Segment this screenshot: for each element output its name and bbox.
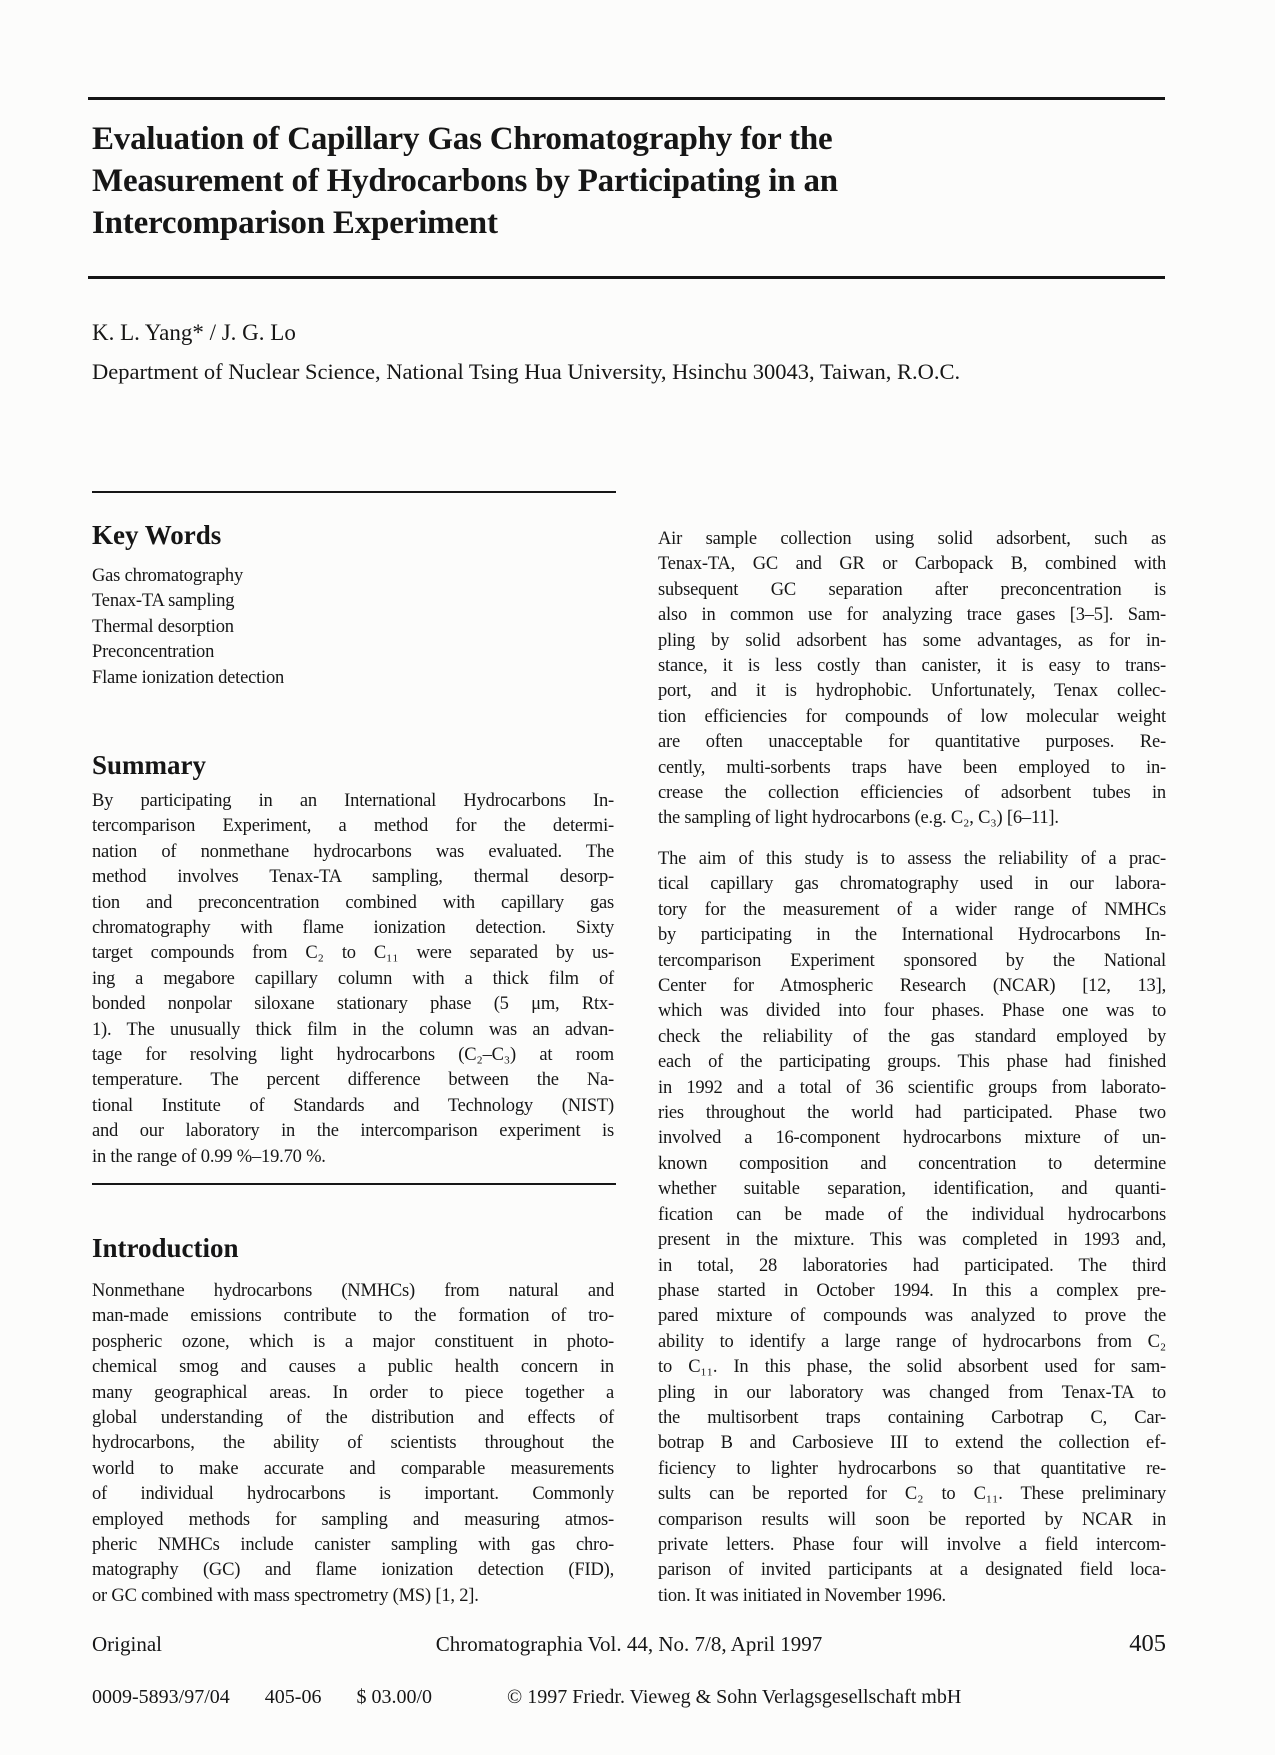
footer-price: $ 03.00/0 xyxy=(356,1686,433,1708)
keywords-list: Gas chromatography Tenax-TA sampling Thermal desorption Preconcentration Flame ionization detection xyxy=(92,566,285,688)
footer-copyright: © 1997 Friedr. Vieweg & Sohn Verlagsgesellschaft mbH xyxy=(507,1686,962,1708)
title-bottom-divider xyxy=(88,276,1165,279)
affiliation-line: Department of Nuclear Science, National Tsing Hua University, Hsinchu 30043, Taiwan, R.O.C. xyxy=(92,359,961,384)
summary-paragraph: By participating in an International Hydrocarbons In- tercomparison Experiment, a method for the determi- nation of nonmethane hydrocarbons was evaluated. The method involves Tenax-TA sampling, thermal desorp- tion and preconcentration combined with capillary gas chromatography with flame ionization detection. Sixty target compounds from C₂ to C₁₁ were separated by us- ing a megabore capillary column with a thick film of bonded nonpolar siloxane stationary phase (5 μm, Rtx- 1). The unusually thick film in the column was an advan- tage for resolving light hydrocarbons (C₂–C₃) at room temperature. The percent difference between the Na- tional Institute of Standards and Technology (NIST) and our laboratory in the intercomparison experiment is in the range of 0.99 %–19.70 %. xyxy=(92,791,614,1167)
footer-codes xyxy=(92,1686,462,1709)
keywords-top-divider xyxy=(92,491,616,493)
footer-row-1 xyxy=(92,1630,1166,1658)
footer-journal-line: Chromatographia Vol. 44, No. 7/8, April 1997 xyxy=(435,1632,823,1656)
right-column-paragraph-1: Air sample collection using solid adsorbent, such as Tenax-TA, GC and GR or Carbopack B, combined with subsequent GC separation after preconcentration is also in common use for analyzing trace gases [3–5]. Sam- pling by solid adsorbent has some advantages, as for in- stance, it is less costly than canister, it is easy to trans- port, and it is hydrophobic. Unfortunately, Tenax collec- tion efficiencies for compounds of low molecular weight are often unacceptable for quantitative purposes. Re- cently, multi-sorbents traps have been employed to in- crease the collection efficiencies of adsorbent tubes in the sampling of light hydrocarbons (e.g. C₂, C₃) [6–11]. xyxy=(658,529,1166,829)
summary-bottom-divider xyxy=(92,1183,616,1185)
top-divider xyxy=(88,97,1165,100)
footer-row-2 xyxy=(92,1686,1166,1712)
article-title: Evaluation of Capillary Gas Chromatography for the Measurement of Hydrocarbons by Participating in an Intercomparison Experiment xyxy=(92,121,838,241)
footer-category: Original xyxy=(92,1632,162,1656)
right-column-paragraph-2: The aim of this study is to assess the reliability of a prac- tical capillary gas chromatography used in our labora- tory for the measurement of a wider range of NMHCs by participating in the International Hydrocarbons In- tercomparison Experiment sponsored by the National Center for Atmospheric Research (NCAR) [12, 13], which was divided into four phases. Phase one was to check the reliability of the gas standard employed by each of the participating groups. This phase had finished in 1992 and a total of 36 scientific groups from laborato- ries throughout the world had participated. Phase two involved a 16-component hydrocarbons mixture of un- known composition and concentration to determine whether suitable separation, identification, and quanti- fication can be made of the individual hydrocarbons present in the mixture. This was completed in 1993 and, in total, 28 laboratories had participated. The third phase started in October 1994. In this a complex pre- pared mixture of compounds was analyzed to prove the ability to identify a large range of hydrocarbons from C₂ to C₁₁. In this phase, the solid absorbent used for sam- pling in our laboratory was changed from Tenax-TA to the multisorbent traps containing Carbotrap C, Car- botrap B and Carbosieve III to extend the collection ef- ficiency to lighter hydrocarbons so that quantitative re- sults can be reported for C₂ to C₁₁. These preliminary comparison results will soon be reported by NCAR in private letters. Phase four will involve a field intercom- parison of invited participants at a designated field loca- tion. It was initiated in November 1996. xyxy=(658,849,1166,1606)
footer-issn-code: 0009-5893/97/04 xyxy=(92,1686,230,1708)
introduction-heading: Introduction xyxy=(92,1233,239,1263)
footer-page-number: 405 xyxy=(1129,1630,1166,1657)
authors-line: K. L. Yang* / J. G. Lo xyxy=(92,320,296,345)
summary-heading: Summary xyxy=(92,750,206,780)
introduction-paragraph: Nonmethane hydrocarbons (NMHCs) from natural and man-made emissions contribute to the formation of tro- pospheric ozone, which is a major constituent in photo- chemical smog and causes a public health concern in many geographical areas. In order to piece together a global understanding of the distribution and effects of hydrocarbons, the ability of scientists throughout the world to make accurate and comparable measurements of individual hydrocarbons is important. Commonly employed methods for sampling and measuring atmos- pheric NMHCs include canister sampling with gas chro- matography (GC) and flame ionization detection (FID), or GC combined with mass spectrometry (MS) [1, 2]. xyxy=(92,1281,614,1606)
footer-pages-code: 405-06 xyxy=(264,1686,322,1708)
keywords-heading: Key Words xyxy=(92,520,222,550)
